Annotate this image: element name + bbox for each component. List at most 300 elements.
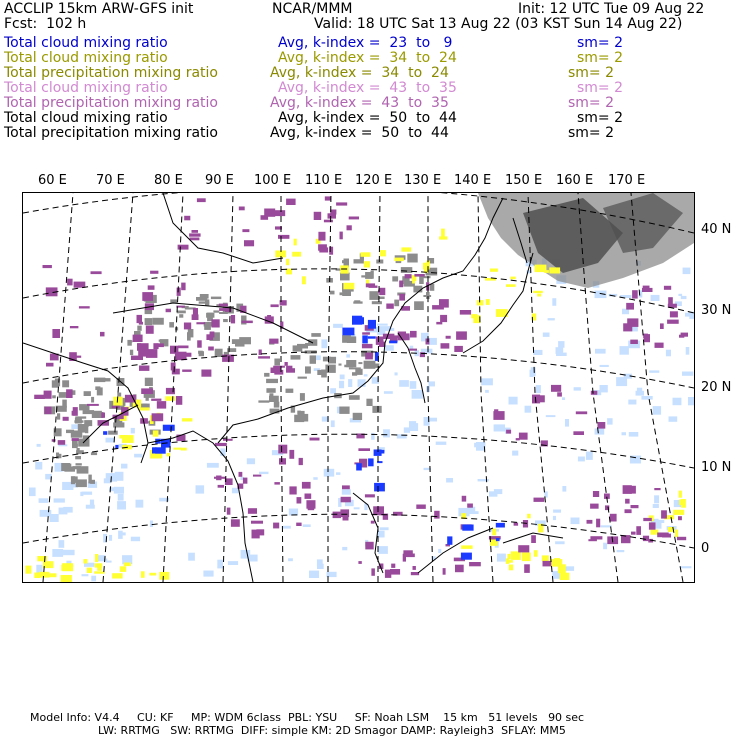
light-blue-cloud: [52, 549, 63, 557]
yellow-precip: [159, 572, 169, 580]
purple-precip: [399, 294, 405, 301]
light-blue-cloud: [207, 463, 219, 468]
lon-label-170e: 170 E: [608, 173, 646, 188]
lat-label-0: 0: [701, 541, 710, 556]
lon-label-100e: 100 E: [254, 173, 292, 188]
light-blue-cloud: [653, 406, 661, 415]
gray-cloud: [215, 349, 223, 357]
gray-cloud: [369, 291, 378, 300]
yellow-precip: [675, 530, 678, 538]
light-blue-cloud: [131, 428, 135, 434]
light-blue-cloud: [106, 561, 112, 563]
purple-precip: [242, 229, 249, 232]
purple-precip: [79, 306, 90, 308]
light-blue-cloud: [303, 524, 311, 527]
light-blue-cloud: [553, 510, 561, 513]
purple-precip: [643, 536, 649, 541]
yellow-precip: [95, 563, 103, 567]
gray-cloud: [91, 452, 97, 455]
purple-precip: [258, 356, 270, 358]
purple-precip: [636, 526, 641, 535]
light-blue-cloud: [673, 398, 682, 406]
purple-precip: [678, 516, 682, 520]
gray-cloud: [187, 332, 191, 340]
purple-precip: [333, 512, 341, 518]
gray-cloud: [62, 400, 67, 408]
purple-precip: [178, 346, 189, 349]
yellow-precip: [394, 258, 403, 262]
gray-cloud: [239, 337, 251, 344]
yellow-precip: [120, 566, 126, 572]
gray-cloud: [102, 378, 106, 381]
yellow-precip: [423, 263, 430, 270]
yellow-precip: [302, 276, 306, 284]
purple-precip: [231, 519, 240, 527]
purple-precip: [148, 285, 155, 289]
purple-precip: [219, 304, 228, 307]
blue-cloud: [374, 483, 385, 492]
lon-label-80e: 80 E: [154, 173, 183, 188]
legend-field-name: Total precipitation mixing ratio: [4, 65, 218, 81]
purple-precip: [279, 458, 286, 464]
gray-cloud: [266, 379, 278, 383]
light-blue-cloud: [35, 462, 42, 470]
model-info-line: Model Info: V4.4 CU: KF MP: WDM 6class PBL: YSU SF: Noah LSM 15 km 51 levels 90 sec: [30, 711, 585, 724]
light-blue-cloud: [82, 574, 89, 576]
gray-cloud: [321, 370, 327, 378]
purple-precip: [426, 339, 430, 345]
gray-cloud: [430, 284, 434, 291]
yellow-precip: [292, 252, 301, 257]
purple-precip: [67, 279, 73, 286]
light-blue-cloud: [118, 494, 124, 501]
blue-cloud: [368, 320, 376, 329]
light-blue-cloud: [595, 428, 605, 434]
light-blue-cloud: [364, 374, 368, 376]
purple-precip: [146, 326, 154, 334]
gray-cloud: [365, 272, 373, 279]
purple-precip: [46, 363, 54, 367]
purple-precip: [196, 322, 205, 324]
purple-precip: [170, 346, 178, 354]
legend-range: Avg, k-index = 43 to 35: [270, 95, 449, 111]
yellow-precip: [522, 553, 531, 562]
yellow-precip: [343, 283, 354, 290]
legend-row: [0, 36, 740, 51]
yellow-precip: [673, 510, 684, 515]
purple-precip: [101, 413, 105, 418]
yellow-precip: [550, 559, 562, 567]
legend-smoothing: sm= 2: [568, 95, 615, 111]
light-blue-cloud: [40, 510, 52, 517]
purple-precip: [365, 494, 375, 497]
purple-precip: [184, 323, 191, 330]
yellow-precip: [294, 239, 297, 246]
purple-precip: [391, 564, 395, 568]
purple-precip: [373, 506, 384, 515]
light-blue-cloud: [313, 477, 317, 480]
purple-precip: [208, 347, 214, 351]
light-blue-cloud: [217, 560, 223, 569]
legend-row: [0, 126, 740, 141]
light-blue-cloud: [120, 532, 125, 535]
gray-cloud: [159, 340, 163, 342]
blue-cloud: [389, 341, 397, 344]
gray-cloud: [75, 416, 86, 418]
legend-row: [0, 81, 740, 96]
lon-label-60e: 60 E: [38, 173, 67, 188]
light-blue-cloud: [678, 294, 682, 296]
purple-precip: [434, 511, 439, 519]
yellow-precip: [537, 294, 541, 297]
yellow-precip: [83, 559, 87, 563]
gray-cloud: [310, 355, 316, 363]
purple-precip: [524, 564, 530, 573]
yellow-precip: [122, 435, 134, 443]
light-blue-cloud: [494, 424, 505, 431]
purple-precip: [285, 362, 288, 366]
yellow-precip: [94, 571, 104, 573]
light-blue-cloud: [617, 550, 625, 552]
purple-precip: [362, 332, 370, 334]
purple-precip: [308, 504, 315, 510]
purple-precip: [632, 290, 638, 298]
gray-cloud: [358, 362, 362, 364]
blue-cloud: [448, 541, 452, 543]
gray-cloud: [90, 480, 95, 484]
purple-precip: [45, 407, 52, 415]
blue-cloud: [362, 335, 368, 343]
purple-precip: [386, 304, 394, 309]
purple-precip: [643, 518, 652, 521]
purple-precip: [469, 562, 481, 566]
purple-precip: [264, 209, 275, 217]
gray-cloud: [300, 393, 305, 401]
gray-cloud: [269, 393, 273, 401]
purple-precip: [631, 505, 639, 508]
gray-cloud: [211, 297, 221, 300]
purple-precip: [274, 210, 286, 216]
light-blue-cloud: [91, 576, 96, 582]
light-blue-cloud: [546, 415, 556, 417]
light-blue-cloud: [354, 507, 360, 509]
light-blue-cloud: [385, 345, 394, 351]
light-blue-cloud: [37, 444, 41, 447]
light-blue-cloud: [90, 500, 94, 508]
purple-precip: [197, 340, 202, 347]
gray-cloud: [128, 340, 132, 342]
purple-precip: [100, 332, 105, 337]
light-blue-cloud: [109, 535, 112, 541]
light-blue-cloud: [654, 495, 659, 503]
light-blue-cloud: [485, 390, 489, 393]
purple-precip: [166, 309, 171, 313]
light-blue-cloud: [629, 432, 639, 437]
light-blue-cloud: [533, 350, 542, 355]
yellow-precip: [542, 555, 549, 561]
purple-precip: [631, 532, 636, 535]
meridian-line: [43, 193, 73, 582]
yellow-precip: [62, 563, 73, 571]
purple-precip: [534, 498, 545, 502]
blue-cloud: [163, 425, 175, 431]
purple-precip: [494, 409, 498, 412]
light-blue-cloud: [379, 326, 385, 330]
purple-precip: [403, 550, 412, 554]
light-blue-cloud: [586, 452, 593, 460]
gray-cloud: [392, 276, 398, 281]
purple-precip: [519, 433, 528, 440]
purple-precip: [506, 430, 511, 434]
yellow-precip: [486, 299, 490, 305]
yellow-precip: [509, 565, 513, 571]
purple-precip: [590, 536, 602, 539]
gray-cloud: [82, 425, 88, 427]
purple-precip: [365, 542, 373, 550]
gray-cloud: [198, 351, 203, 354]
light-blue-cloud: [565, 419, 569, 427]
purple-precip: [239, 207, 245, 211]
light-blue-cloud: [196, 485, 205, 493]
legend-range: Avg, k-index = 50 to 44: [278, 110, 457, 126]
gray-cloud: [414, 301, 424, 310]
gray-cloud: [199, 301, 210, 303]
yellow-precip: [165, 396, 175, 401]
gray-cloud: [330, 291, 335, 295]
yellow-precip: [149, 573, 156, 576]
blue-cloud: [368, 458, 374, 466]
light-blue-cloud: [136, 500, 144, 508]
light-blue-cloud: [410, 381, 417, 389]
purple-precip: [274, 370, 283, 375]
light-blue-cloud: [228, 561, 238, 565]
legend-field-name: Total cloud mixing ratio: [4, 35, 168, 51]
gray-cloud: [258, 400, 269, 402]
purple-precip: [227, 508, 231, 515]
purple-precip: [325, 196, 331, 200]
light-blue-cloud: [552, 298, 556, 306]
purple-precip: [660, 323, 664, 329]
gray-cloud: [364, 361, 376, 369]
blue-cloud: [360, 317, 364, 324]
purple-precip: [610, 514, 617, 522]
light-blue-cloud: [636, 391, 645, 396]
gray-cloud: [274, 402, 280, 408]
gray-cloud: [75, 456, 81, 459]
light-blue-cloud: [556, 347, 564, 354]
yellow-precip: [534, 550, 538, 557]
light-blue-cloud: [399, 380, 409, 387]
blue-cloud: [462, 525, 473, 531]
light-blue-cloud: [309, 571, 319, 578]
lat-label-40n: 40 N: [701, 222, 732, 237]
purple-precip: [443, 568, 446, 575]
purple-precip: [251, 521, 263, 524]
legend-smoothing: sm= 2: [577, 35, 624, 51]
gray-cloud: [108, 431, 118, 435]
light-blue-cloud: [80, 492, 83, 496]
gray-cloud: [235, 344, 245, 347]
gray-cloud: [84, 391, 91, 396]
purple-precip: [181, 283, 185, 291]
purple-precip: [385, 570, 391, 578]
light-blue-cloud: [468, 511, 479, 514]
light-blue-cloud: [348, 379, 352, 387]
lon-label-160e: 160 E: [556, 173, 594, 188]
blue-cloud: [461, 553, 472, 560]
light-blue-cloud: [384, 391, 393, 394]
purple-precip: [598, 422, 606, 429]
purple-precip: [305, 494, 312, 499]
purple-precip: [626, 303, 634, 310]
purple-precip: [376, 337, 384, 345]
purple-precip: [460, 310, 471, 315]
purple-precip: [664, 286, 671, 290]
lon-label-110e: 110 E: [305, 173, 343, 188]
yellow-precip: [533, 291, 543, 293]
yellow-precip: [535, 265, 547, 273]
purple-precip: [278, 235, 289, 239]
purple-precip: [52, 329, 60, 338]
gray-cloud: [291, 355, 301, 360]
light-blue-cloud: [512, 451, 518, 456]
light-blue-cloud: [134, 454, 142, 458]
yellow-precip: [549, 267, 560, 273]
purple-precip: [176, 396, 182, 405]
meridian-line: [103, 193, 133, 582]
lon-label-90e: 90 E: [205, 173, 234, 188]
purple-precip: [286, 199, 296, 205]
light-blue-cloud: [54, 498, 65, 502]
gray-cloud: [298, 377, 307, 379]
gray-cloud: [354, 259, 364, 263]
light-blue-cloud: [600, 365, 609, 367]
gray-cloud: [223, 319, 228, 322]
blue-cloud: [496, 538, 500, 541]
purple-precip: [358, 561, 361, 564]
purple-precip: [210, 332, 215, 338]
purple-precip: [137, 343, 149, 351]
light-blue-cloud: [340, 375, 345, 380]
purple-precip: [551, 385, 561, 392]
purple-precip: [535, 395, 544, 402]
purple-precip: [413, 566, 416, 570]
yellow-precip: [490, 269, 498, 272]
light-blue-cloud: [383, 429, 390, 437]
yellow-precip: [25, 566, 31, 574]
purple-precip: [493, 411, 504, 420]
light-blue-cloud: [489, 491, 497, 496]
purple-precip: [625, 499, 630, 504]
yellow-precip: [401, 247, 411, 251]
light-blue-cloud: [622, 432, 627, 435]
yellow-precip: [141, 571, 145, 578]
purple-precip: [216, 476, 221, 481]
light-blue-cloud: [203, 571, 213, 577]
yellow-precip: [87, 568, 92, 573]
purple-precip: [52, 439, 56, 442]
purple-precip: [253, 475, 261, 477]
purple-precip: [340, 232, 343, 240]
legend-smoothing: sm= 2: [577, 80, 624, 96]
purple-precip: [138, 350, 150, 357]
yellow-precip: [167, 453, 171, 456]
light-blue-cloud: [106, 438, 115, 443]
purple-precip: [347, 225, 352, 230]
light-blue-cloud: [117, 501, 126, 509]
gray-cloud: [57, 413, 60, 419]
purple-precip: [406, 333, 410, 340]
light-blue-cloud: [682, 372, 693, 376]
gray-cloud: [394, 300, 399, 307]
gray-cloud: [145, 318, 153, 325]
light-blue-cloud: [63, 550, 75, 555]
purple-precip: [446, 336, 451, 339]
yellow-precip: [95, 554, 98, 562]
yellow-precip: [506, 558, 510, 564]
purple-precip: [223, 439, 233, 441]
gray-cloud: [72, 441, 78, 448]
purple-precip: [371, 521, 375, 524]
purple-precip: [668, 297, 673, 304]
lon-label-130e: 130 E: [404, 173, 442, 188]
legend-row: [0, 111, 740, 126]
gray-cloud: [266, 388, 275, 393]
purple-precip: [74, 282, 86, 288]
yellow-precip: [506, 284, 516, 287]
purple-precip: [543, 561, 552, 567]
light-blue-cloud: [342, 489, 351, 495]
legend-range: Avg, k-index = 50 to 44: [270, 125, 449, 141]
yellow-precip: [679, 491, 682, 498]
purple-precip: [390, 569, 400, 575]
light-blue-cloud: [653, 504, 659, 508]
light-blue-cloud: [321, 339, 327, 348]
light-blue-cloud: [59, 540, 65, 548]
purple-precip: [436, 322, 442, 325]
light-blue-cloud: [478, 479, 489, 481]
light-blue-cloud: [429, 338, 437, 345]
purple-precip: [573, 431, 584, 435]
coastlines: [23, 193, 563, 582]
purple-precip: [455, 565, 464, 573]
purple-precip: [289, 450, 294, 459]
purple-precip: [518, 545, 529, 552]
gray-cloud: [61, 463, 70, 471]
legend-smoothing: sm= 2: [568, 125, 615, 141]
blue-cloud: [368, 336, 376, 338]
light-blue-cloud: [409, 423, 418, 431]
gray-cloud: [342, 335, 351, 343]
light-blue-cloud: [288, 558, 293, 561]
light-blue-cloud: [578, 457, 585, 462]
forecast-hour: Fcst: 102 h: [4, 16, 87, 32]
purple-precip: [87, 404, 99, 406]
purple-precip: [72, 411, 76, 416]
yellow-precip: [360, 252, 370, 256]
organization-label: NCAR/MMM: [272, 1, 353, 17]
meridian-line: [378, 193, 380, 582]
light-blue-cloud: [283, 526, 291, 529]
gray-cloud: [372, 301, 382, 304]
light-blue-cloud: [39, 498, 49, 503]
purple-precip: [137, 315, 143, 323]
blue-cloud: [155, 447, 166, 453]
purple-precip: [399, 281, 403, 288]
purple-precip: [271, 304, 279, 307]
gray-cloud: [213, 310, 219, 312]
light-blue-cloud: [248, 555, 258, 562]
